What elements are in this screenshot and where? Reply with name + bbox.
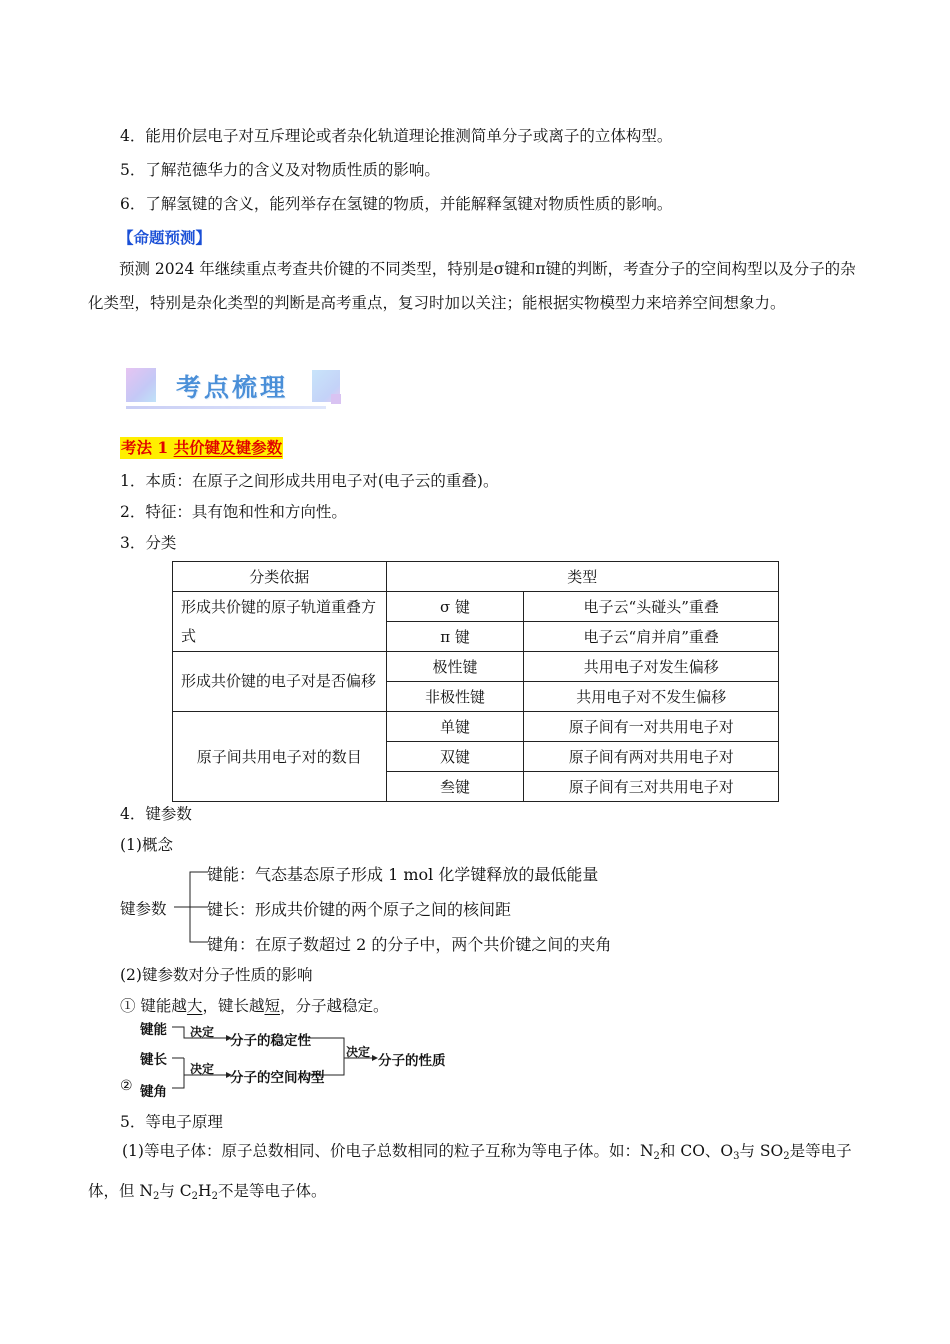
table-basis-cell: 形成共价键的原子轨道重叠方式	[173, 592, 387, 652]
banner-decoration-dot	[331, 394, 341, 404]
classification-table	[172, 561, 779, 802]
effect-decide-2: 决定	[190, 1062, 215, 1076]
concept-branch-length: 键长：形成共价键的两个原子之间的核间距	[207, 900, 512, 919]
iso-n2-sub: 2	[653, 1151, 660, 1162]
table-type-cell: 叁键	[386, 772, 524, 802]
table-row	[173, 652, 779, 682]
objective-4: 4．能用价层电子对互斥理论或者杂化轨道理论推测简单分子或离子的立体构型。	[120, 127, 673, 145]
item-concept: (1)概念	[120, 836, 173, 854]
table-header-type: 类型	[386, 562, 778, 592]
banner-underline	[126, 406, 326, 409]
effect-big: 大	[186, 997, 203, 1015]
effect-angle-marker: ②	[120, 1078, 133, 1094]
table-type-cell: 双键	[386, 742, 524, 772]
isoelectronic-paragraph	[88, 1134, 868, 1214]
effect-length: 键长	[140, 1052, 167, 1068]
effect-property: 分子的性质	[378, 1053, 446, 1069]
effect-suffix: ，分子越稳定。	[279, 997, 389, 1015]
iso-text-6: H	[198, 1182, 212, 1200]
effect-decide-3: 决定	[346, 1045, 371, 1059]
concept-branch-energy: 键能：气态基态原子形成 1 mol 化学键释放的最低能量	[207, 865, 599, 884]
banner-title: 考点梳理	[176, 373, 289, 402]
concept-root: 键参数	[120, 900, 167, 918]
table-desc-cell: 原子间有三对共用电子对	[524, 772, 779, 802]
iso-c2-sub: 2	[191, 1191, 199, 1202]
section-prefix: 考法 1	[121, 438, 174, 457]
table-basis-cell: 形成共价键的电子对是否偏移	[173, 652, 387, 712]
section-title: 共价键及键参数	[173, 438, 283, 457]
effect-short: 短	[264, 997, 280, 1015]
effect-mid: ，键长越	[202, 997, 265, 1015]
prediction-text: 预测 2024 年继续重点考查共价键的不同类型，特别是σ键和π键的判断，考查分子的空间构型以及分子的杂化类型，特别是杂化类型的判断是高考重点，复习时加以关注；能根据实物模型力来培养空间想象力。	[88, 260, 856, 312]
table-desc-cell: 电子云“头碰头”重叠	[524, 592, 779, 622]
item-bond-params: 4．键参数	[120, 805, 192, 823]
effect-decide-1: 决定	[190, 1025, 215, 1039]
banner-decoration-left	[126, 368, 156, 402]
item-effect: (2)键参数对分子性质的影响	[120, 966, 313, 984]
item-feature: 2．特征：具有饱和性和方向性。	[120, 503, 347, 521]
table-desc-cell: 共用电子对不发生偏移	[524, 682, 779, 712]
iso-n2: N	[639, 1142, 654, 1160]
iso-text-2: 和 CO、O	[659, 1142, 734, 1160]
effect-angle: 键角	[140, 1084, 167, 1100]
iso-text-4: 是等电子体，但 N	[88, 1142, 852, 1200]
table-desc-cell: 电子云“肩并肩”重叠	[524, 622, 779, 652]
iso-text-5: 与 C	[159, 1182, 192, 1200]
table-desc-cell: 原子间有一对共用电子对	[524, 712, 779, 742]
table-type-cell: 单键	[386, 712, 524, 742]
table-row	[173, 592, 779, 622]
section-banner	[126, 366, 344, 410]
table-desc-cell: 原子间有两对共用电子对	[524, 742, 779, 772]
iso-text-3: 与 SO	[739, 1142, 784, 1160]
iso-o3-sub: 3	[733, 1151, 740, 1162]
effect-shape: 分子的空间构型	[230, 1070, 325, 1086]
item-isoelectronic: 5．等电子原理	[120, 1113, 223, 1131]
effect-stability: 分子的稳定性	[230, 1033, 311, 1049]
table-header-row	[173, 562, 779, 592]
iso-text-7: 不是等电子体。	[217, 1182, 327, 1200]
effect-energy: 键能	[140, 1022, 167, 1038]
section-heading	[120, 437, 283, 459]
table-row	[173, 712, 779, 742]
table-header-basis: 分类依据	[173, 562, 387, 592]
iso-text-1: (1)等电子体：原子总数相同、价电子总数相同的粒子互称为等电子体。如：	[122, 1142, 640, 1160]
table-type-cell: 非极性键	[386, 682, 524, 712]
concept-bracket-lines	[170, 860, 210, 952]
iso-so2-sub: 2	[783, 1151, 790, 1162]
table-basis-cell: 原子间共用电子对的数目	[173, 712, 387, 802]
iso-n2b-sub: 2	[153, 1191, 160, 1202]
objective-6: 6．了解氢键的含义，能列举存在氢键的物质，并能解释氢键对物质性质的影响。	[120, 195, 673, 213]
objective-5: 5．了解范德华力的含义及对物质性质的影响。	[120, 161, 440, 179]
item-essence: 1．本质：在原子之间形成共用电子对(电子云的重叠)。	[120, 472, 499, 490]
iso-h2-sub: 2	[211, 1191, 218, 1202]
concept-branch-angle: 键角：在原子数超过 2 的分子中，两个共价键之间的夹角	[207, 935, 612, 954]
item-classify: 3．分类	[120, 534, 177, 552]
table-type-cell: 极性键	[386, 652, 524, 682]
table-type-cell: π 键	[386, 622, 524, 652]
effect-statement	[120, 994, 389, 1016]
effect-prefix: ① 键能越	[120, 997, 187, 1015]
table-desc-cell: 共用电子对发生偏移	[524, 652, 779, 682]
table-type-cell: σ 键	[386, 592, 524, 622]
prediction-heading: 【命题预测】	[118, 228, 212, 247]
